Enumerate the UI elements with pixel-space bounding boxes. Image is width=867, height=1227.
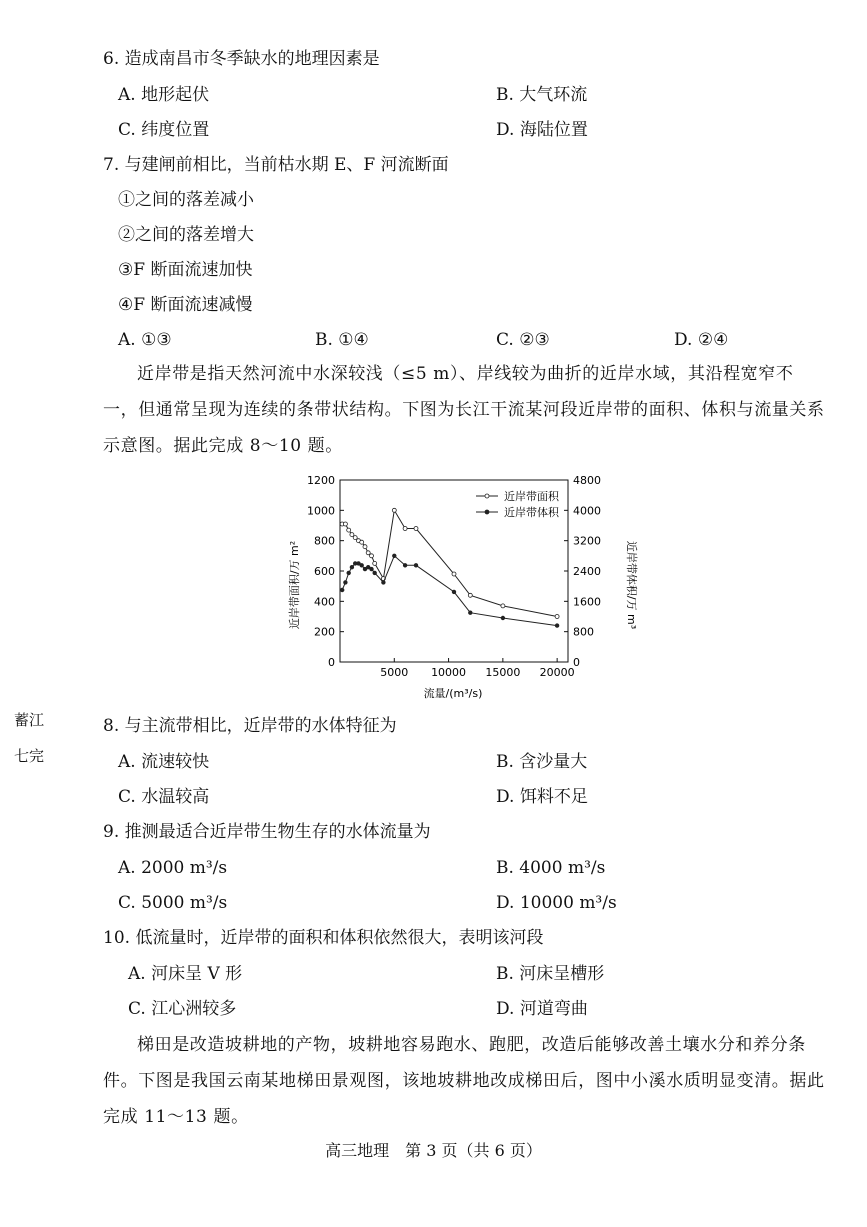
q6-option-a[interactable]: A. 地形起伏 [118,85,210,105]
q8-option-d[interactable]: D. 饵料不足 [496,787,588,807]
series-0-point-18 [555,615,559,619]
x-tick-label-3: 20000 [539,666,575,679]
y-left-tick-label-6: 1200 [307,474,335,487]
y-left-tick-label-5: 1000 [307,504,335,518]
side-note-1: 蓄江 [14,711,45,729]
series-1-point-11 [382,581,386,585]
q7-item-2: ②之间的落差增大 [118,225,254,245]
q7-item-4: ④F 断面流速减慢 [118,295,253,315]
series-1-point-1 [344,581,348,585]
series-0-point-3 [350,533,354,537]
q10-stem: 10. 低流量时，近岸带的面积和体积依然很大，表明该河段 [103,928,544,948]
q10-option-d[interactable]: D. 河道弯曲 [496,999,588,1019]
series-0-point-8 [366,551,370,555]
series-0-point-14 [414,527,418,531]
q9-option-b[interactable]: B. 4000 m³/s [496,858,606,878]
passage-terraces: 梯田是改造坡耕地的产物，坡耕地容易跑水、跑肥，改造后能够改善土壤水分和养分条件。下图是我国云南某地梯田景观图，该地坡耕地改成梯田后，图中小溪水质明显变清。据此完成 11～13 题。 [103,1035,825,1127]
series-0-point-1 [343,522,347,526]
q9-option-d[interactable]: D. 10000 m³/s [496,893,617,913]
series-1-point-0 [340,588,344,592]
y-right-tick-label-5: 4000 [573,504,601,518]
series-1-point-16 [469,611,473,615]
series-1-point-9 [370,567,374,571]
q6-option-b[interactable]: B. 大气环流 [496,85,588,105]
y-right-tick-label-2: 1600 [573,595,601,609]
chart-ylabel-right: 近岸带体积/万 m³ [625,540,638,630]
series-0-point-13 [403,527,407,531]
series-0-point-10 [373,561,377,565]
q9-option-c[interactable]: C. 5000 m³/s [118,893,228,913]
legend-marker-1 [485,510,489,514]
series-0-point-12 [392,508,396,512]
chart-ylabel-left: 近岸带面积/万 m² [288,540,301,630]
q8-stem: 8. 与主流带相比，近岸带的水体特征为 [103,716,397,736]
y-left-tick-label-4: 800 [314,534,335,548]
chart-ticks [307,474,601,679]
series-1-point-13 [403,564,407,568]
q8-option-a[interactable]: A. 流速较快 [118,752,210,772]
chart-legend [476,489,560,519]
q9-option-a[interactable]: A. 2000 m³/s [118,858,228,878]
y-right-tick-label-1: 800 [573,625,594,639]
q8-option-b[interactable]: B. 含沙量大 [496,752,588,772]
series-0-point-7 [363,545,367,549]
q7-option-a[interactable]: A. ①③ [118,330,172,350]
legend-label-1: 近岸带体积 [504,506,559,519]
y-left-tick-label-1: 200 [314,625,335,639]
series-1-point-3 [350,565,354,569]
q7-item-3: ③F 断面流速加快 [118,260,253,280]
y-right-tick-label-0: 0 [573,656,580,669]
series-0-point-2 [347,528,351,532]
legend-label-0: 近岸带面积 [504,490,559,503]
y-right-tick-label-6: 4800 [573,474,601,487]
series-line-1 [342,556,557,626]
q6-option-d[interactable]: D. 海陆位置 [496,120,588,140]
chart-xlabel: 流量/(m³/s) [423,687,483,700]
series-1-point-17 [501,616,505,620]
series-1-point-6 [360,564,364,568]
x-tick-label-2: 15000 [485,666,521,679]
series-1-point-15 [452,590,456,594]
q9-stem: 9. 推测最适合近岸带生物生存的水体流量为 [103,822,431,842]
q6-stem: 6. 造成南昌市冬季缺水的地理因素是 [103,49,380,69]
series-0-point-4 [353,536,357,540]
y-left-tick-label-2: 400 [314,595,335,609]
y-right-tick-label-4: 3200 [573,534,601,548]
q7-option-d[interactable]: D. ②④ [674,330,729,350]
q7-stem: 7. 与建闸前相比，当前枯水期 E、F 河流断面 [103,155,449,175]
q8-option-c[interactable]: C. 水温较高 [118,787,210,807]
series-0-point-15 [452,572,456,576]
series-0-point-9 [370,554,374,558]
y-left-tick-label-3: 600 [314,565,335,578]
q10-option-b[interactable]: B. 河床呈槽形 [496,964,605,984]
series-0-point-16 [468,593,472,597]
y-left-tick-label-0: 0 [328,656,335,669]
y-right-tick-label-3: 2400 [573,565,601,578]
page-footer: 高三地理 第 3 页（共 6 页） [325,1141,542,1160]
series-1-point-18 [555,624,559,628]
q10-option-c[interactable]: C. 江心洲较多 [128,999,237,1019]
nearshore-flow-chart [280,465,640,705]
q7-item-1: ①之间的落差减小 [118,190,254,210]
x-tick-label-0: 5000 [380,666,409,679]
side-note-2: 七完 [14,747,45,765]
legend-marker-0 [485,494,489,498]
x-tick-label-1: 10000 [431,666,467,679]
chart-series [340,508,559,627]
series-1-point-10 [373,571,377,575]
q7-option-c[interactable]: C. ②③ [496,330,550,350]
q6-option-c[interactable]: C. 纬度位置 [118,120,210,140]
series-0-point-6 [360,540,364,544]
series-1-point-12 [393,554,397,558]
series-1-point-14 [414,564,418,568]
series-0-point-17 [501,604,505,608]
q10-option-a[interactable]: A. 河床呈 V 形 [128,964,243,984]
series-1-point-2 [347,571,351,575]
passage-nearshore: 近岸带是指天然河流中水深较浅（≤5 m）、岸线较为曲折的近岸水域，其沿程宽窄不一，但通常呈现为连续的条带状结构。下图为长江干流某河段近岸带的面积、体积与流量关系示意图。据此完成 8～10 题。 [103,364,825,456]
q7-option-b[interactable]: B. ①④ [315,330,369,350]
